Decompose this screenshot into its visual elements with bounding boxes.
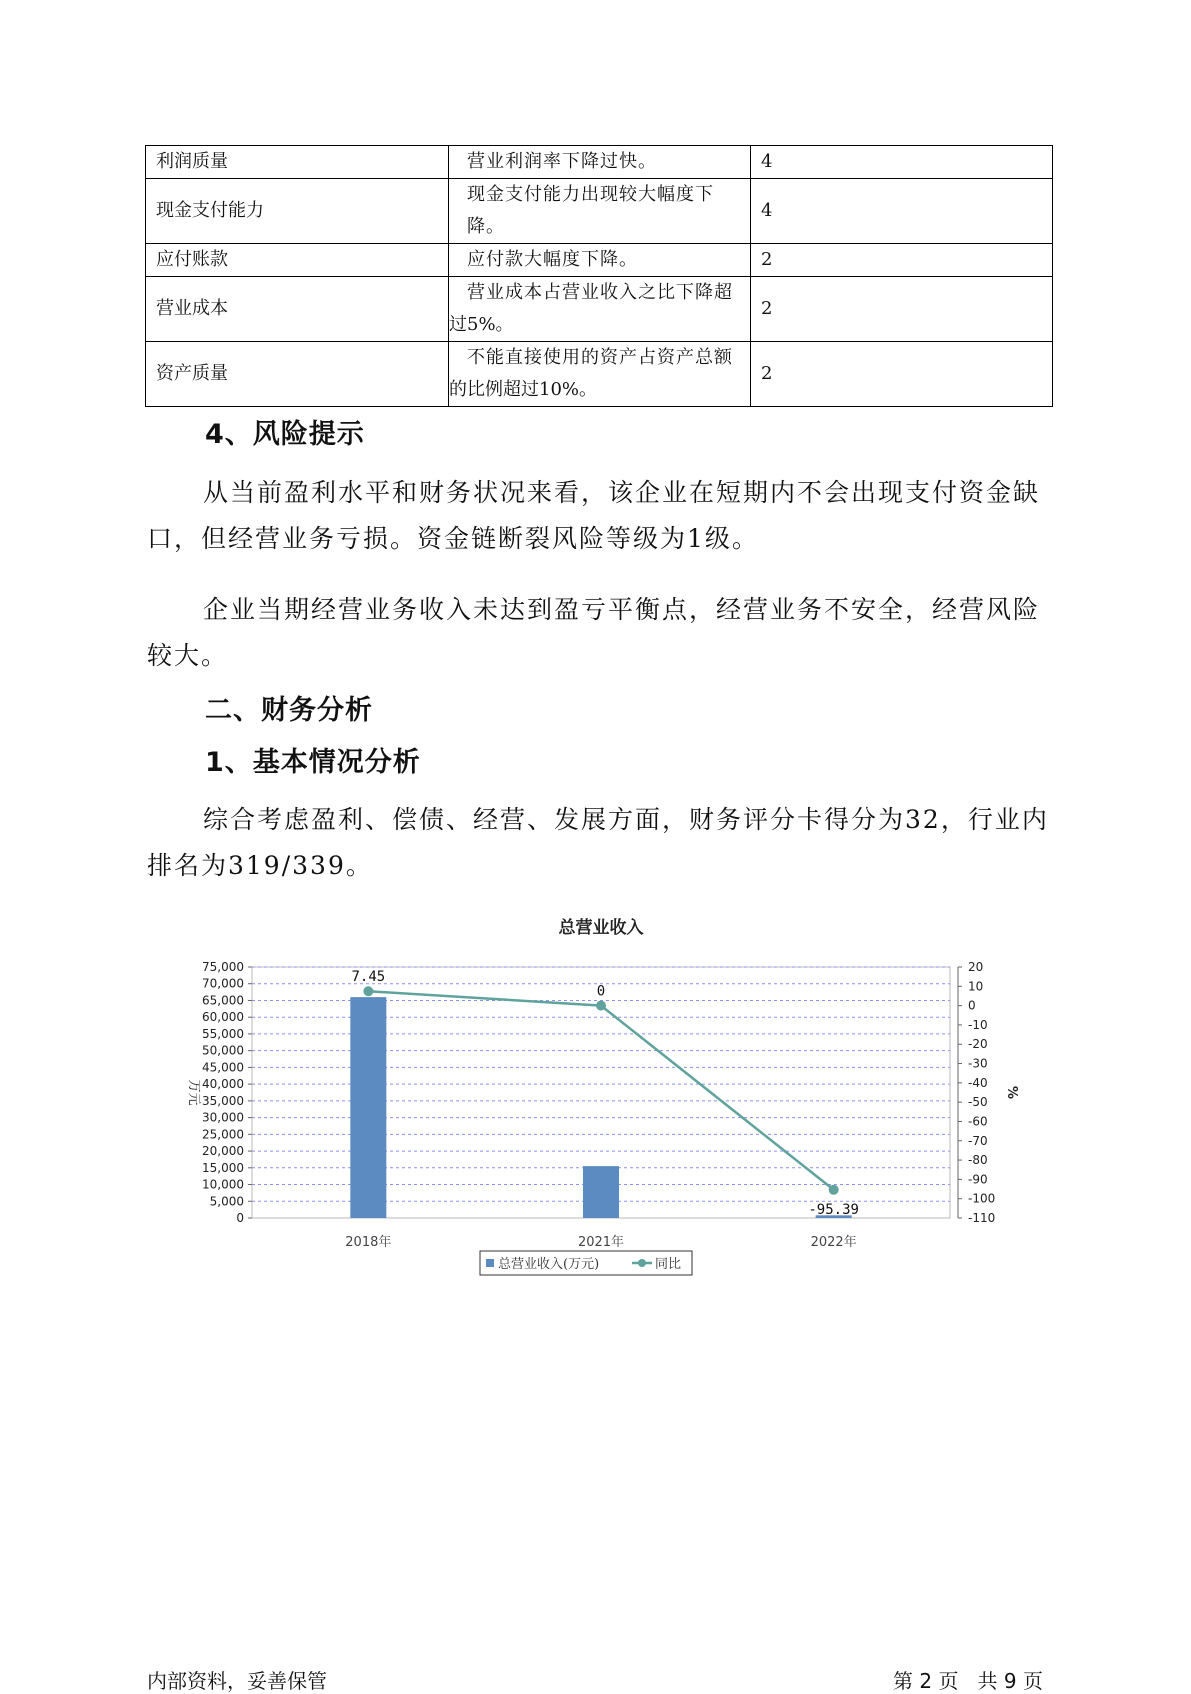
risk-paragraph-1: 从当前盈利水平和财务状况来看，该企业在短期内不会出现支付资金缺口，但经营业务亏损。资金链断裂风险等级为1级。 [147, 478, 1041, 553]
y2-axis-label: % [1004, 1085, 1019, 1100]
y2-tick-label: -80 [968, 1153, 988, 1168]
x-tick-label: 2022年 [810, 1235, 857, 1250]
y-tick-label: 0 [236, 1211, 244, 1225]
y-tick-label: 50,000 [202, 1043, 244, 1058]
risk-score-cell: 2 [751, 244, 1053, 277]
footer-page-number: 第 2 页 共 9 页 [893, 1669, 1043, 1693]
risk-description-cell [449, 146, 751, 179]
risk-table-row [146, 244, 1053, 277]
risk-table-row [146, 342, 1053, 407]
risk-description-line: 应付款大幅度下降。 [467, 249, 638, 270]
yoy-point [596, 1001, 606, 1011]
legend-bar-label: 总营业收入(万元) [498, 1257, 600, 1272]
y2-tick-label: -50 [968, 1095, 988, 1110]
y-tick-label: 10,000 [202, 1177, 244, 1192]
y2-tick-label: -90 [968, 1172, 988, 1187]
risk-description-cell [449, 179, 751, 244]
yoy-point [829, 1185, 839, 1195]
basic-paragraph: 综合考虑盈利、偿债、经营、发展方面，财务评分卡得分为32，行业内排名为319/339。 [147, 805, 1049, 880]
y-tick-label: 35,000 [202, 1093, 244, 1108]
yoy-data-label: -95.39 [808, 1201, 859, 1218]
risk-table [145, 145, 1053, 407]
risk-heading: 4、风险提示 [205, 419, 365, 450]
legend-line-label: 同比 [655, 1257, 682, 1272]
y2-tick-label: -20 [968, 1037, 988, 1052]
risk-item-cell: 利润质量 [146, 146, 449, 179]
revenue-bar [350, 997, 386, 1218]
chart-title: 总营业收入 [558, 918, 644, 938]
risk-score-cell: 2 [751, 277, 1053, 342]
yoy-data-label: 7.45 [351, 969, 386, 986]
yoy-point [363, 986, 373, 996]
legend-line-marker [638, 1259, 646, 1267]
risk-description-line: 营业成本占营业收入之比下降超 [467, 282, 733, 303]
risk-item-cell: 营业成本 [146, 277, 449, 342]
revenue-bar [583, 1166, 619, 1218]
y-tick-label: 55,000 [202, 1026, 244, 1041]
y2-tick-label: 10 [968, 979, 984, 994]
risk-item-cell: 现金支付能力 [146, 179, 449, 244]
risk-description-line: 的比例超过10%。 [449, 379, 598, 400]
y-tick-label: 60,000 [202, 1010, 244, 1025]
y2-tick-label: -40 [968, 1075, 988, 1090]
risk-description-line: 过5%。 [449, 314, 514, 335]
y-tick-label: 20,000 [202, 1144, 244, 1159]
risk-score-cell: 4 [751, 146, 1053, 179]
risk-paragraph-2: 企业当期经营业务收入未达到盈亏平衡点，经营业务不安全，经营风险较大。 [147, 595, 1041, 670]
risk-description-line: 营业利润率下降过快。 [467, 151, 657, 172]
finance-heading: 二、财务分析 [205, 695, 373, 726]
y-tick-label: 40,000 [202, 1077, 244, 1092]
y2-tick-label: -10 [968, 1017, 988, 1032]
y2-tick-label: -100 [968, 1191, 996, 1206]
y2-tick-label: 20 [968, 960, 984, 974]
risk-score-cell: 4 [751, 179, 1053, 244]
y-tick-label: 75,000 [202, 960, 244, 974]
risk-item-cell: 应付账款 [146, 244, 449, 277]
x-tick-label: 2021年 [577, 1235, 625, 1250]
risk-table-row [146, 179, 1053, 244]
y-axis-label: 万元 [186, 1079, 201, 1106]
y2-tick-label: -70 [968, 1133, 988, 1148]
yoy-data-label: 0 [596, 983, 606, 1000]
y2-tick-label: -110 [968, 1211, 996, 1225]
y-tick-label: 70,000 [202, 976, 244, 991]
risk-description-cell [449, 342, 751, 407]
y2-tick-label: -60 [968, 1114, 988, 1129]
footer-left: 内部资料，妥善保管 [147, 1669, 327, 1693]
risk-item-cell: 资产质量 [146, 342, 449, 407]
legend-bar-swatch [486, 1259, 494, 1267]
revenue-chart [180, 915, 1030, 1365]
risk-score-cell: 2 [751, 342, 1053, 407]
y-tick-label: 25,000 [202, 1127, 244, 1142]
risk-description-cell [449, 277, 751, 342]
yoy-line [368, 991, 833, 1190]
y2-tick-label: -30 [968, 1056, 988, 1071]
y-tick-label: 5,000 [209, 1194, 244, 1209]
y-tick-label: 45,000 [202, 1060, 244, 1075]
y-tick-label: 30,000 [202, 1110, 244, 1125]
risk-description-line: 不能直接使用的资产占资产总额 [467, 347, 733, 368]
basic-heading: 1、基本情况分析 [205, 747, 421, 778]
risk-table-row [146, 277, 1053, 342]
risk-description-cell [449, 244, 751, 277]
y2-tick-label: 0 [968, 998, 976, 1013]
risk-description-line: 现金支付能力出现较大幅度下降。 [467, 184, 714, 237]
x-tick-label: 2018年 [345, 1235, 392, 1250]
risk-table-row [146, 146, 1053, 179]
y-tick-label: 65,000 [202, 993, 244, 1008]
y-tick-label: 15,000 [202, 1160, 244, 1175]
